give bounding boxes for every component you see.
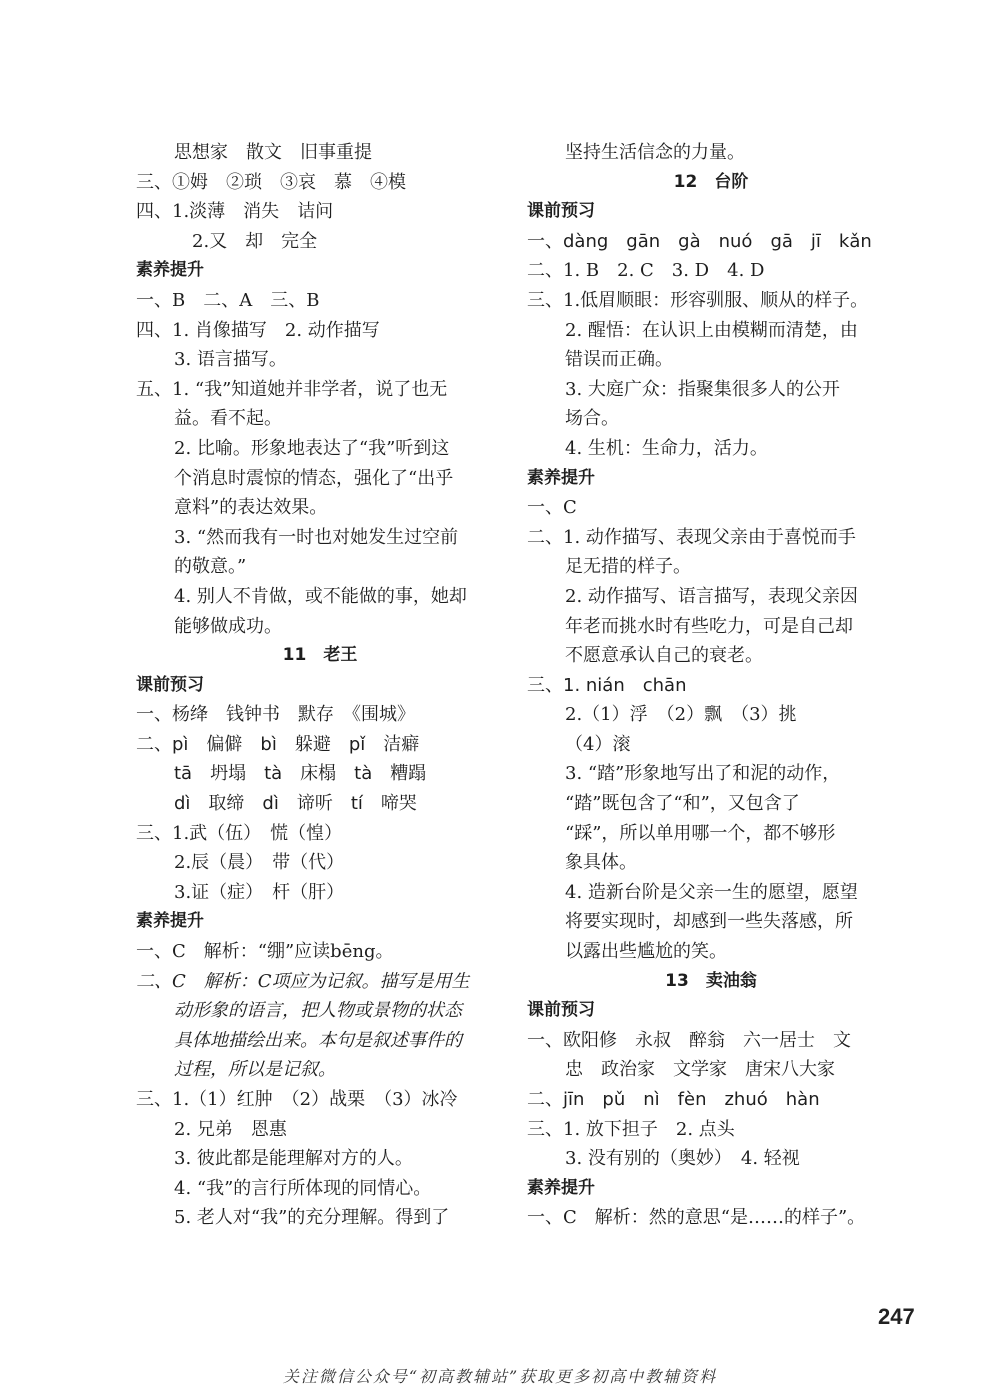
right-line: 足无措的样子。	[565, 556, 691, 578]
left-line: tā 坍塌 tà 床榻 tà 糟蹋	[174, 763, 427, 785]
left-line: 3. 彼此都是能理解对方的人。	[174, 1148, 413, 1170]
right-section-heading: 素养提升	[527, 467, 595, 488]
left-line: 个消息时震惊的情态，强化了“出乎	[174, 467, 454, 489]
left-line: 2. 兄弟 恩惠	[174, 1118, 287, 1140]
left-line: 四、1.淡薄 消失 诘问	[136, 201, 334, 223]
left-line: 一、C 解析：“绷”应读bēng。	[136, 941, 394, 963]
right-line: 2. 动作描写、语言描写，表现父亲因	[565, 585, 858, 607]
left-line: 三、①姆 ②琐 ③哀 慕 ④模	[136, 171, 406, 193]
left-line: 一、B 二、A 三、B	[136, 289, 320, 311]
right-line: “踩”，所以单用哪一个，都不够形	[565, 822, 836, 844]
right-line: 一、欧阳修 永叔 醉翁 六一居士 文	[527, 1029, 851, 1051]
left-line: 4. 别人不肯做，或不能做的事，她却	[174, 585, 467, 607]
right-section-heading: 课前预习	[527, 1000, 595, 1021]
right-line: 2. 醒悟：在认识上由模糊而清楚，由	[565, 319, 858, 341]
right-line: 二、1. B 2. C 3. D 4. D	[527, 260, 765, 282]
left-line: 能够做成功。	[174, 615, 282, 637]
left-section-heading: 素养提升	[136, 260, 204, 281]
right-line: 二、1. 动作描写、表现父亲由于喜悦而手	[527, 526, 856, 548]
left-line: 3.证（症） 杆（肝）	[174, 881, 345, 903]
left-line: 具体地描绘出来。本句是叙述事件的	[174, 1029, 462, 1051]
left-line: 2. 比喻。形象地表达了“我”听到这	[174, 437, 450, 459]
left-lesson-title: 11 老王	[282, 645, 358, 666]
right-line: 错误而正确。	[565, 349, 673, 371]
left-line: 四、1. 肖像描写 2. 动作描写	[136, 319, 380, 341]
right-line: 2.（1）浮 （2）飘 （3）挑	[565, 704, 797, 726]
right-line: 三、1. nián chān	[527, 674, 687, 696]
left-line: 三、1.武（伍） 慌（惶）	[136, 822, 343, 844]
right-section-heading: 素养提升	[527, 1177, 595, 1198]
right-lesson-title: 12 台阶	[673, 171, 749, 192]
left-line: 3. “然而我有一时也对她发生过空前	[174, 526, 459, 548]
left-line: 意料”的表达效果。	[174, 497, 328, 519]
left-line: 的敬意。”	[174, 556, 247, 578]
left-line: 4. “我”的言行所体现的同情心。	[174, 1177, 432, 1199]
footer-watermark-text: 关注微信公众号“初高教辅站”获取更多初高中教辅资料	[282, 1367, 718, 1386]
left-line: dì 取缔 dì 谛听 tí 啼哭	[174, 793, 417, 815]
right-lesson-title: 13 卖油翁	[665, 970, 757, 991]
left-line: 5. 老人对“我”的充分理解。得到了	[174, 1207, 450, 1229]
left-line: 3. 语言描写。	[174, 349, 287, 371]
left-section-heading: 课前预习	[136, 674, 204, 695]
left-line: 五、1. “我”知道她并非学者，说了也无	[136, 378, 448, 400]
left-line: 2.辰（晨） 带（代）	[174, 852, 345, 874]
left-line: 动形象的语言，把人物或景物的状态	[174, 1000, 462, 1022]
right-line: 三、1. 放下担子 2. 点头	[527, 1118, 735, 1140]
right-line: 4. 造新台阶是父亲一生的愿望，愿望	[565, 881, 858, 903]
right-line: 以露出些尴尬的笑。	[565, 941, 727, 963]
right-line: 年老而挑水时有些吃力，可是自己却	[565, 615, 853, 637]
right-line: 二、jīn pǔ nì fèn zhuó hàn	[527, 1089, 820, 1110]
right-line: 一、C	[527, 497, 577, 519]
left-section-heading: 素养提升	[136, 911, 204, 932]
left-line: 思想家 散文 旧事重提	[174, 142, 372, 163]
right-line: “踏”既包含了“和”，又包含了	[565, 793, 800, 815]
right-line: 象具体。	[565, 852, 637, 874]
right-column	[527, 138, 895, 1233]
right-line: 忠 政治家 文学家 唐宋八大家	[565, 1059, 835, 1081]
left-line: 二、pì 偏僻 bì 躲避 pǐ 洁癖	[136, 733, 420, 755]
right-line: 三、1.低眉顺眼：形容驯服、顺从的样子。	[527, 289, 869, 311]
right-line: 坚持生活信念的力量。	[565, 142, 745, 163]
left-line: 二、C 解析：C项应为记叙。描写是用生	[136, 970, 470, 992]
page-number: 247	[878, 1304, 915, 1329]
right-line: 3. 没有别的（奥妙） 4. 轻视	[565, 1148, 800, 1170]
right-line: 将要实现时，却感到一些失落感，所	[565, 911, 853, 933]
right-line: 不愿意承认自己的衰老。	[565, 645, 763, 667]
left-line: 益。看不起。	[174, 408, 282, 430]
left-line: 一、杨绛 钱钟书 默存 《围城》	[136, 704, 415, 726]
left-column	[136, 138, 504, 1233]
left-line: 三、1.（1）红肿 （2）战栗 （3）冰冷	[136, 1089, 458, 1110]
right-line: 一、dàng gān gà nuó gā jī kǎn	[527, 230, 872, 252]
right-line: 一、C 解析：然的意思“是……的样子”。	[527, 1207, 866, 1229]
left-line: 过程，所以是记叙。	[174, 1059, 336, 1081]
right-line: 4. 生机：生命力，活力。	[565, 437, 768, 459]
left-line: 2.又 却 完全	[192, 230, 318, 252]
right-line: 3. “踏”形象地写出了和泥的动作，	[565, 763, 841, 785]
right-section-heading: 课前预习	[527, 201, 595, 222]
right-line: （4）滚	[565, 733, 631, 755]
right-line: 3. 大庭广众：指聚集很多人的公开	[565, 378, 840, 400]
right-line: 场合。	[565, 408, 619, 430]
